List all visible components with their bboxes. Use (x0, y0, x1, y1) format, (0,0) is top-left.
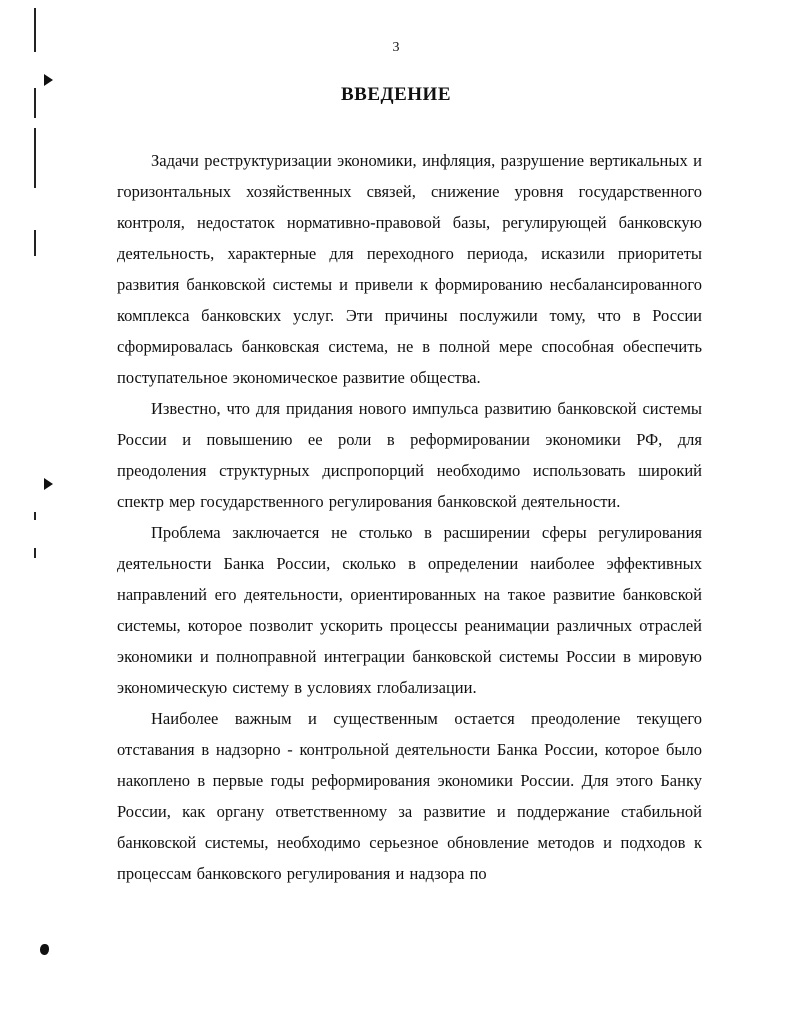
scan-margin-line-tick (34, 512, 36, 520)
scan-margin-line-mid (34, 128, 36, 188)
paragraph-2: Известно, что для придания нового импульса развитию банковской системы России и повышению ее роли в реформировании экономики РФ, для преодоления структурных диспропорций необходимо использовать широкий спектр мер государственного регулирования банковской деятельности. (117, 399, 702, 511)
paragraph-1: Задачи реструктуризации экономики, инфляция, разрушение вертикальных и горизонтальных хозяйственных связей, снижение уровня государственного контроля, недостаток нормативно-правовой базы, регулирующей банковскую деятельность, характерные для переходного периода, исказили приоритеты развития банковской системы и привели к формированию несбалансированного комплекса банковских услуг. Эти причины послужили тому, что в России сформировалась банковская система, не в полной мере способная обеспечить поступательное экономическое развитие общества. (117, 151, 702, 387)
scan-margin-line-tick-2 (34, 548, 36, 558)
scan-margin-line-low (34, 230, 36, 256)
body-text (117, 145, 702, 889)
punch-hole-mark-bottom (40, 944, 49, 955)
page-title: ВВЕДЕНИЕ (341, 84, 451, 105)
paragraph-3: Проблема заключается не столько в расширении сферы регулирования деятельности Банка России, сколько в определении наиболее эффективных направлений его деятельности, ориентированных на такое развитие банковской системы, которое позволит ускорить процессы реанимации различных отраслей экономики и полноправной интеграции банковской системы России в мировую экономическую систему в условиях глобализации. (117, 523, 702, 697)
paragraph-4: Наиболее важным и существенным остается преодоление текущего отставания в надзорно - контрольной деятельности Банка России, которое было накоплено в первые годы реформирования экономики России. Для этого Банку России, как органу ответственному за развитие и поддержание стабильной банковской системы, необходимо серьезное обновление методов и подходов к процессам банковского регулирования и надзора по (117, 709, 702, 883)
punch-hole-mark-middle (44, 478, 53, 490)
page-number: 3 (392, 40, 400, 55)
